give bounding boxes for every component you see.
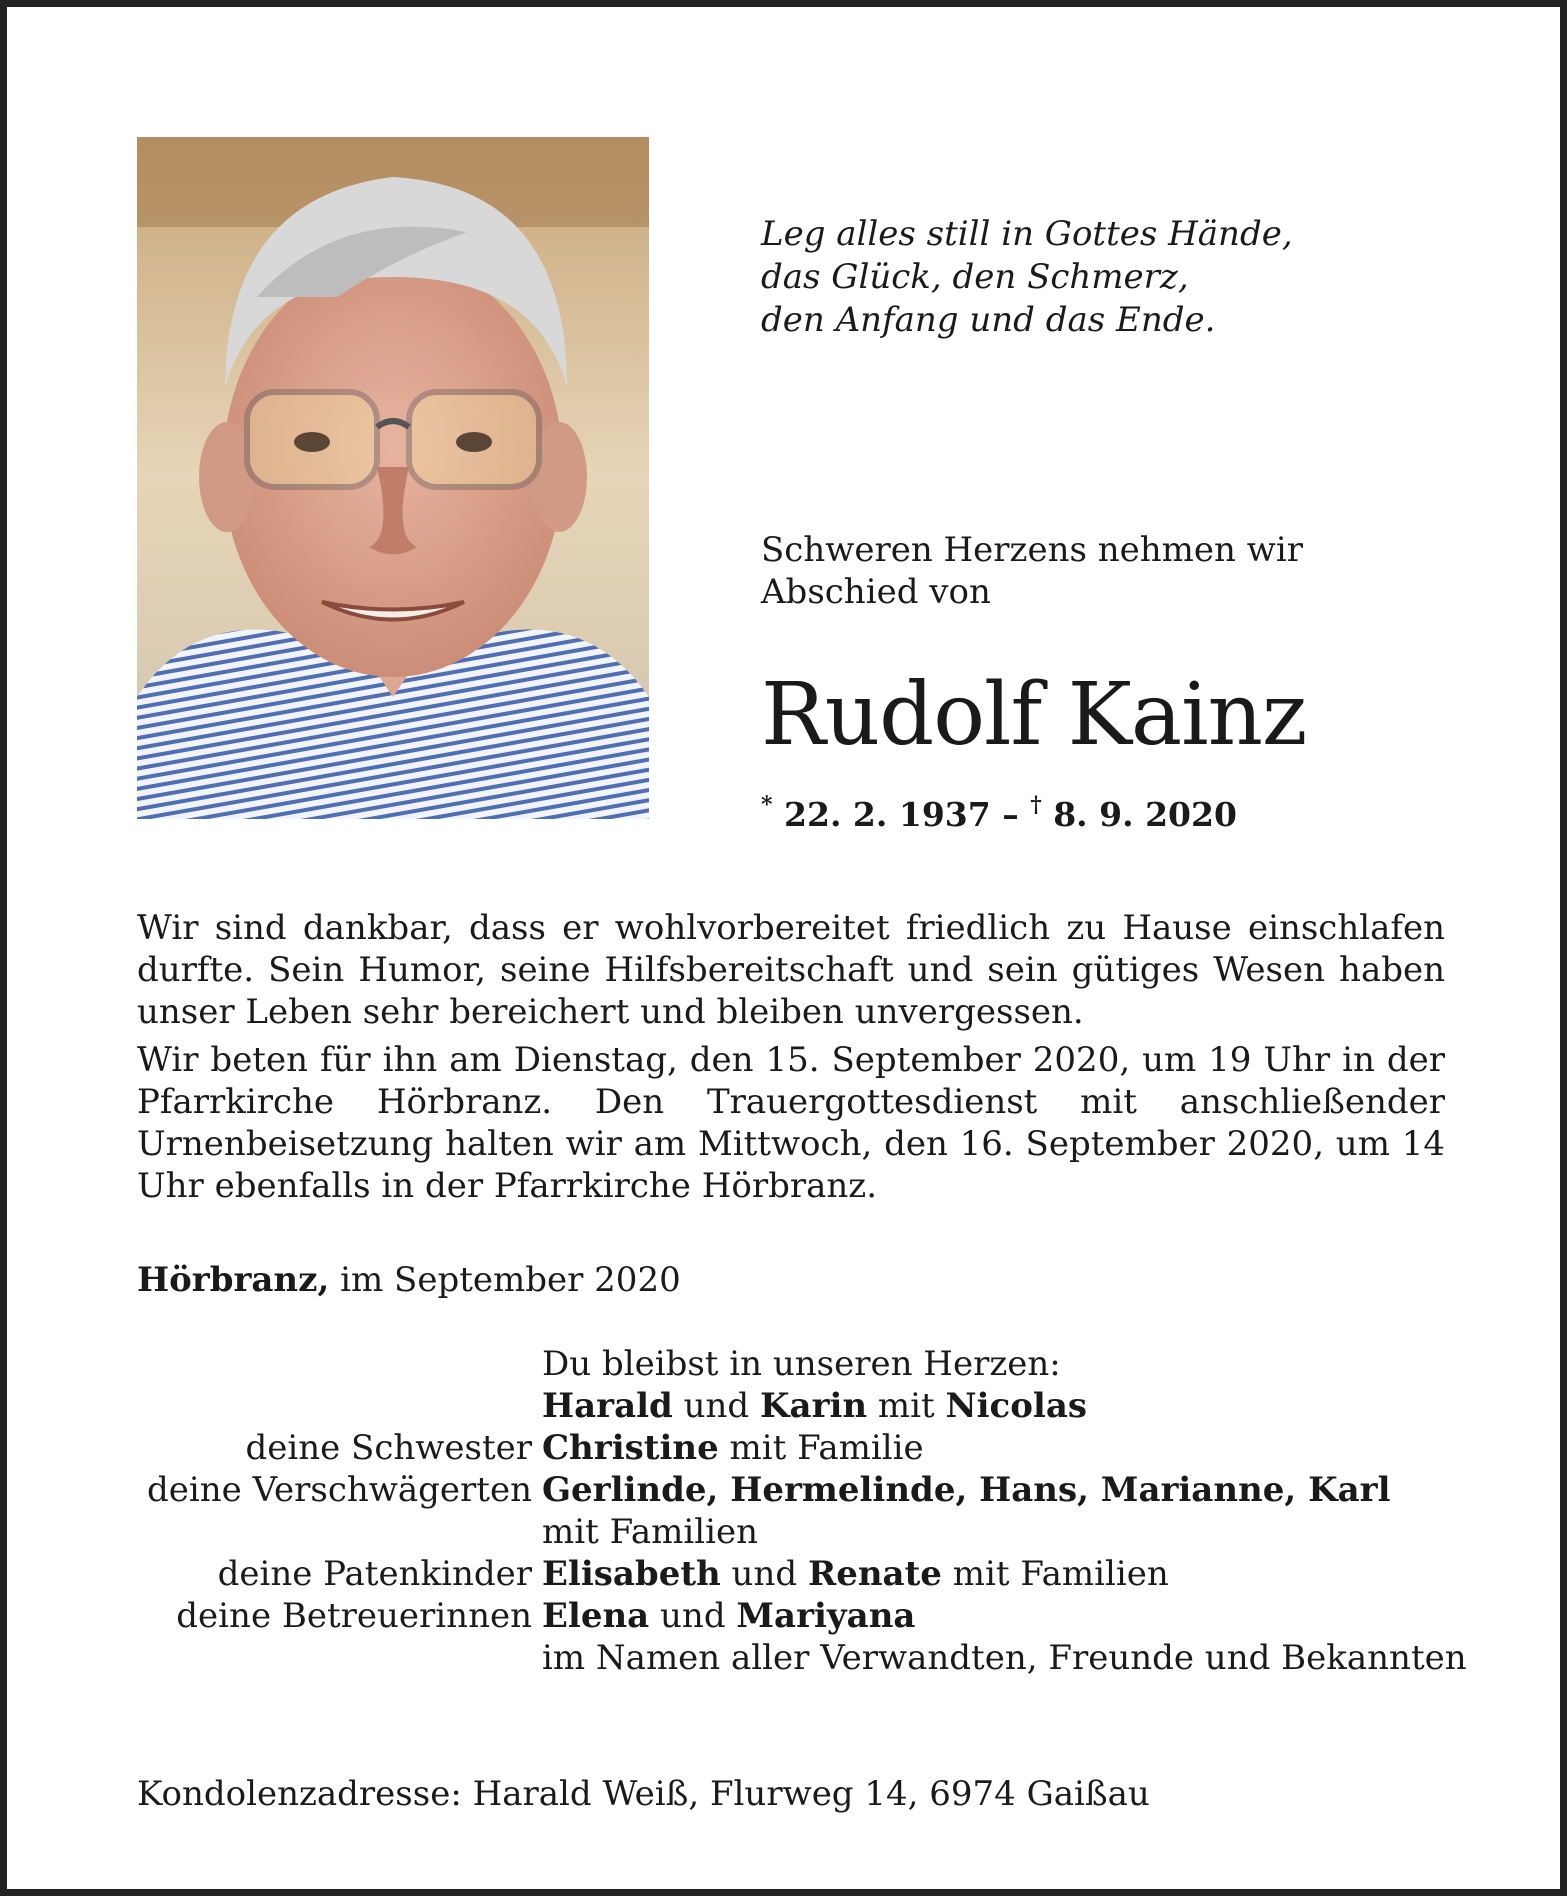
mourner-name: Gerlinde, Hermelinde, Hans, Marianne, Karl	[542, 1470, 1391, 1510]
mourner-name: Nicolas	[945, 1386, 1087, 1426]
connector: mit	[867, 1386, 946, 1426]
relation-label: deine Verschwägerten	[147, 1470, 532, 1510]
body-paragraph: Wir sind dankbar, dass er wohlvorbereitet friedlich zu Hause einschlafen durfte. Sein Humor, seine Hilfsbereitschaft und sein gütiges Wesen haben unser Leben sehr bereichert und bleiben unvergessen.	[137, 908, 1445, 1032]
mourners-list	[137, 1343, 1467, 1679]
obituary-body	[137, 907, 1445, 1213]
connector: und	[720, 1554, 808, 1594]
connector: mit Familien	[542, 1512, 759, 1552]
verse-line: das Glück, den Schmerz,	[761, 257, 1189, 297]
intro-text: Schweren Herzens nehmen wir Abschied von	[761, 530, 1303, 612]
mourners-row	[137, 1511, 1467, 1553]
mourners-heading: Du bleibst in unseren Herzen:	[542, 1344, 1061, 1384]
mourners-row	[137, 1385, 1467, 1427]
mourner-name: Harald	[542, 1386, 673, 1426]
death-date: 8. 9. 2020	[1053, 795, 1237, 834]
date-separator: –	[990, 795, 1031, 834]
mourner-name: Mariyana	[736, 1596, 916, 1636]
portrait-icon	[137, 137, 649, 819]
connector: mit Familien	[941, 1554, 1169, 1594]
connector: mit Familie	[718, 1428, 924, 1468]
place-month: im September 2020	[329, 1260, 681, 1300]
mourner-name: Karin	[759, 1386, 868, 1426]
mourner-name: Elisabeth	[542, 1554, 721, 1594]
verse	[761, 213, 1293, 342]
mourners-heading-row	[137, 1343, 1467, 1385]
mourners-row	[137, 1553, 1467, 1595]
death-symbol: †	[1030, 792, 1042, 818]
mourners-row	[137, 1637, 1467, 1679]
place-date	[137, 1259, 681, 1301]
body-paragraph: Wir beten für ihn am Dienstag, den 15. September 2020, um 19 Uhr in der Pfarrkirche Hörbranz. Den Trauergottesdienst mit anschließender Urnenbeisetzung halten wir am Mittwoch, den 16. September 2020, um 14 Uhr ebenfalls in der Pfarrkirche Hörbranz.	[137, 1040, 1445, 1206]
condolence-address: Kondolenzadresse: Harald Weiß, Flurweg 14, 6974 Gaißau	[137, 1774, 1150, 1814]
relation-label: deine Patenkinder	[217, 1554, 532, 1594]
mourners-row	[137, 1595, 1467, 1637]
verse-line: den Anfang und das Ende.	[761, 300, 1216, 340]
connector: und	[672, 1386, 760, 1426]
portrait-photo	[137, 137, 649, 819]
mourner-name: Christine	[542, 1428, 719, 1468]
birth-symbol: *	[761, 792, 773, 818]
mourners-row	[137, 1469, 1467, 1511]
birth-date: 22. 2. 1937	[784, 795, 991, 834]
life-dates	[761, 785, 1237, 835]
mourner-name: Elena	[542, 1596, 650, 1636]
connector: und	[649, 1596, 737, 1636]
mourner-name: Renate	[807, 1554, 942, 1594]
relation-label: deine Schwester	[245, 1428, 532, 1468]
verse-line: Leg alles still in Gottes Hände,	[761, 214, 1293, 254]
relation-label: deine Betreuerinnen	[176, 1596, 532, 1636]
deceased-name: Rudolf Kainz	[761, 665, 1307, 765]
mourners-row	[137, 1427, 1467, 1469]
place-town: Hörbranz,	[137, 1260, 330, 1300]
connector: im Namen aller Verwandten, Freunde und Bekannten	[542, 1638, 1467, 1678]
